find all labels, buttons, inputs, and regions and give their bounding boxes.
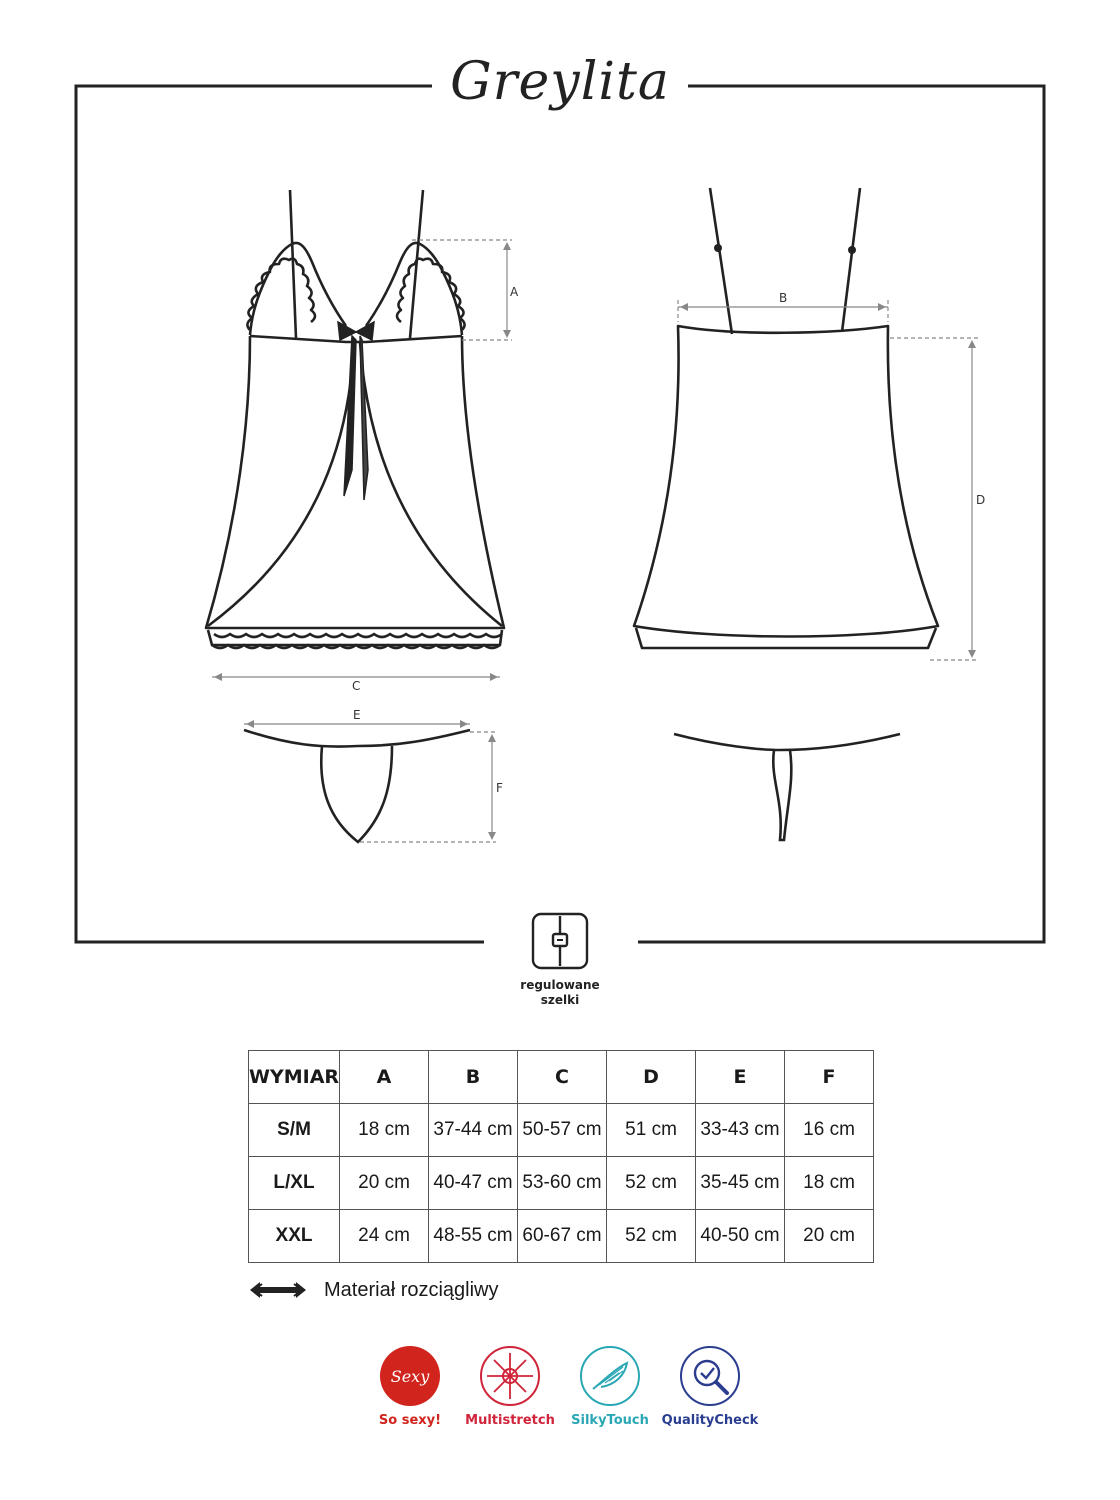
badge-so-sexy <box>360 1345 460 1428</box>
value-cell: 40-50 cm <box>696 1210 785 1263</box>
feature-adjustable-straps <box>500 912 620 1008</box>
size-cell: S/M <box>249 1104 340 1157</box>
header-cell: C <box>518 1051 607 1104</box>
feature-badges <box>360 1345 760 1428</box>
table-row <box>249 1157 874 1210</box>
value-cell: 60-67 cm <box>518 1210 607 1263</box>
brand-logo: Greylita <box>450 52 670 112</box>
value-cell: 20 cm <box>340 1157 429 1210</box>
size-cell: L/XL <box>249 1157 340 1210</box>
sexy-icon <box>379 1345 441 1407</box>
feature-label-line2: szelki <box>540 993 580 1007</box>
stretch-note-text: Materiał rozciągliwy <box>324 1278 499 1301</box>
dim-label-e: E <box>353 708 361 722</box>
magnifier-check-icon <box>679 1345 741 1407</box>
badge-label: So sexy! <box>378 1413 442 1428</box>
feather-icon <box>579 1345 641 1407</box>
value-cell: 52 cm <box>607 1157 696 1210</box>
value-cell: 50-57 cm <box>518 1104 607 1157</box>
multistretch-icon <box>479 1345 541 1407</box>
value-cell: 18 cm <box>340 1104 429 1157</box>
value-cell: 51 cm <box>607 1104 696 1157</box>
double-arrow-icon <box>248 1278 308 1302</box>
value-cell: 20 cm <box>785 1210 874 1263</box>
value-cell: 33-43 cm <box>696 1104 785 1157</box>
thong-front-drawing <box>244 730 470 842</box>
dimension-arrowheads <box>214 242 976 840</box>
dim-label-d: D <box>976 493 986 507</box>
table-row <box>249 1210 874 1263</box>
table-row <box>249 1104 874 1157</box>
dim-label-b: B <box>779 291 788 305</box>
value-cell: 48-55 cm <box>429 1210 518 1263</box>
value-cell: 53-60 cm <box>518 1157 607 1210</box>
badge-label: Multistretch <box>465 1413 555 1428</box>
feature-label-line1: regulowane <box>520 978 600 992</box>
dim-label-a: A <box>510 285 519 299</box>
value-cell: 24 cm <box>340 1210 429 1263</box>
size-cell: XXL <box>249 1210 340 1263</box>
value-cell: 37-44 cm <box>429 1104 518 1157</box>
value-cell: 35-45 cm <box>696 1157 785 1210</box>
header-cell: WYMIAR <box>249 1051 340 1104</box>
value-cell: 18 cm <box>785 1157 874 1210</box>
thong-back-drawing <box>674 734 900 840</box>
badge-multistretch <box>460 1345 560 1428</box>
value-cell: 40-47 cm <box>429 1157 518 1210</box>
page-frame <box>76 86 1044 942</box>
size-table-header <box>249 1051 874 1104</box>
header-cell: D <box>607 1051 696 1104</box>
dim-label-f: F <box>496 781 503 795</box>
badge-label: QualityCheck <box>661 1413 759 1428</box>
babydoll-back-drawing <box>634 188 938 648</box>
feature-label <box>515 978 605 1008</box>
value-cell: 52 cm <box>607 1210 696 1263</box>
value-cell: 16 cm <box>785 1104 874 1157</box>
adjustable-straps-icon <box>531 912 589 970</box>
babydoll-front-drawing <box>206 190 504 648</box>
dim-label-c: C <box>352 679 361 693</box>
header-cell: F <box>785 1051 874 1104</box>
header-cell: E <box>696 1051 785 1104</box>
badge-qualitycheck <box>660 1345 760 1428</box>
badge-silkytouch <box>560 1345 660 1428</box>
badge-label: SilkyTouch <box>571 1413 649 1428</box>
sexy-icon-text: Sexy <box>390 1367 430 1386</box>
size-table <box>248 1050 874 1263</box>
strap-adjusters <box>714 244 856 254</box>
stretch-note <box>248 1278 499 1302</box>
header-cell: A <box>340 1051 429 1104</box>
header-cell: B <box>429 1051 518 1104</box>
